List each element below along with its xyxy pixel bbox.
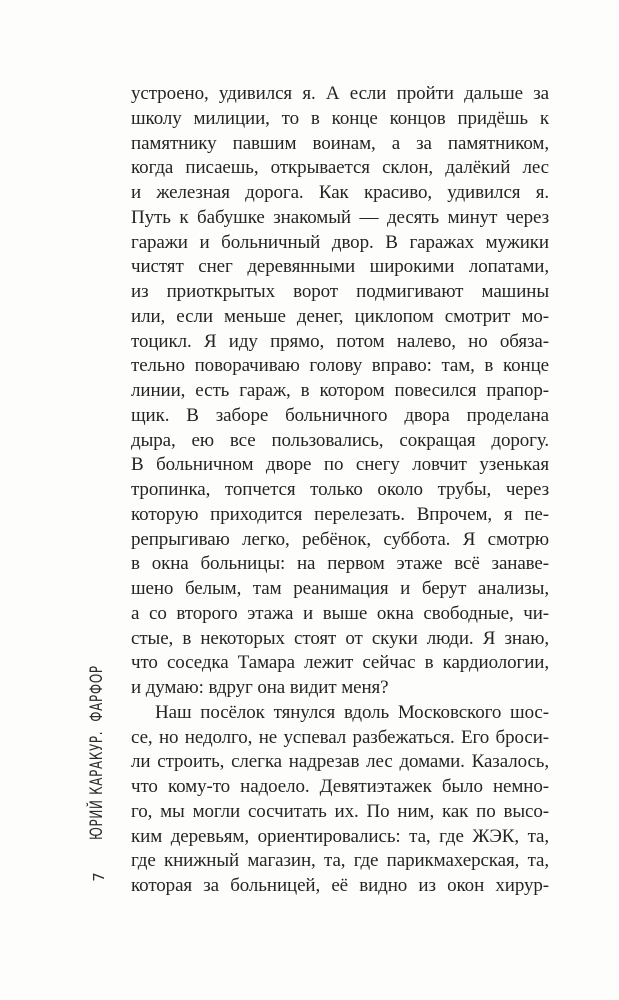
- text-line: репрыгиваю легко, ребёнок, суббота. Я смотрю: [131, 528, 549, 550]
- text-line: в окна больницы: на первом этаже всё занаве-: [131, 553, 549, 575]
- text-line: стые, в некоторых стоят от скуки люди. Я знаю,: [131, 627, 549, 649]
- text-line: ким деревьям, ориентировались: та, где ЖЭК, та,: [131, 825, 549, 847]
- text-line: где книжный магазин, та, где парикмахерская, та,: [131, 850, 549, 872]
- spine-author-title-label: ЮРИЙ КАРАКУР. ФАРФОР: [87, 665, 107, 840]
- body-text: [131, 82, 549, 899]
- text-line: из приоткрытых ворот подмигивают машины: [131, 281, 549, 302]
- text-line: шено белым, там реанимация и берут анализы,: [131, 578, 549, 599]
- text-line: тоцикл. Я иду прямо, потом налево, но обяза-: [131, 330, 549, 352]
- text-line: Путь к бабушке знакомый — десять минут через: [131, 206, 549, 228]
- text-line: когда писаешь, открывается склон, далёкий лес: [131, 157, 549, 179]
- text-line: а со второго этажа и выше окна свободные, чи-: [131, 602, 549, 624]
- text-line: Наш посёлок тянулся вдоль Московского шос-: [155, 701, 549, 723]
- text-line: которую приходится перелезать. Впрочем, я пе-: [131, 503, 549, 525]
- text-line: дыра, ею все пользовались, сокращая дорогу.: [131, 429, 549, 451]
- text-line: го, мы могли сосчитать их. По ним, как по высо-: [131, 800, 549, 822]
- text-line: В больничном дворе по снегу ловчит узенькая: [131, 454, 549, 476]
- text-line: линии, есть гараж, в котором повесился прапор-: [131, 380, 549, 401]
- text-line: которая за больницей, её видно из окон хирур-: [131, 875, 549, 896]
- text-line: что кому-то надоело. Девятиэтажек было немно-: [131, 776, 549, 797]
- text-line: и железная дорога. Как красиво, удивился я.: [131, 182, 549, 203]
- text-line: чистят снег деревянными широкими лопатами,: [131, 256, 549, 278]
- text-line: или, если меньше денег, циклопом смотрит мо-: [131, 305, 549, 327]
- text-line: се, но недолго, не успевал разбежаться. Его броси-: [131, 726, 549, 748]
- text-line: ли строить, слегка надрезав лес домами. Казалось,: [131, 751, 549, 773]
- text-line: памятнику павшим воинам, а за памятником,: [131, 132, 549, 154]
- page-number: 7: [90, 872, 108, 882]
- text-line: гаражи и больничный двор. В гаражах мужики: [131, 231, 549, 253]
- text-line: школу милиции, то в конце концов придёшь к: [131, 107, 549, 129]
- text-line: щик. В заборе больничного двора проделана: [131, 404, 549, 426]
- spine-author-title: [86, 665, 108, 840]
- text-line: тропинка, топчется только около трубы, через: [131, 479, 549, 500]
- text-line: что соседка Тамара лежит сейчас в кардиологии,: [131, 652, 549, 674]
- text-line: тельно поворачиваю голову вправо: там, в конце: [131, 355, 549, 377]
- text-line: устроено, удивился я. А если пройти дальше за: [131, 83, 549, 104]
- text-line: и думаю: вдруг она видит меня?: [131, 677, 389, 698]
